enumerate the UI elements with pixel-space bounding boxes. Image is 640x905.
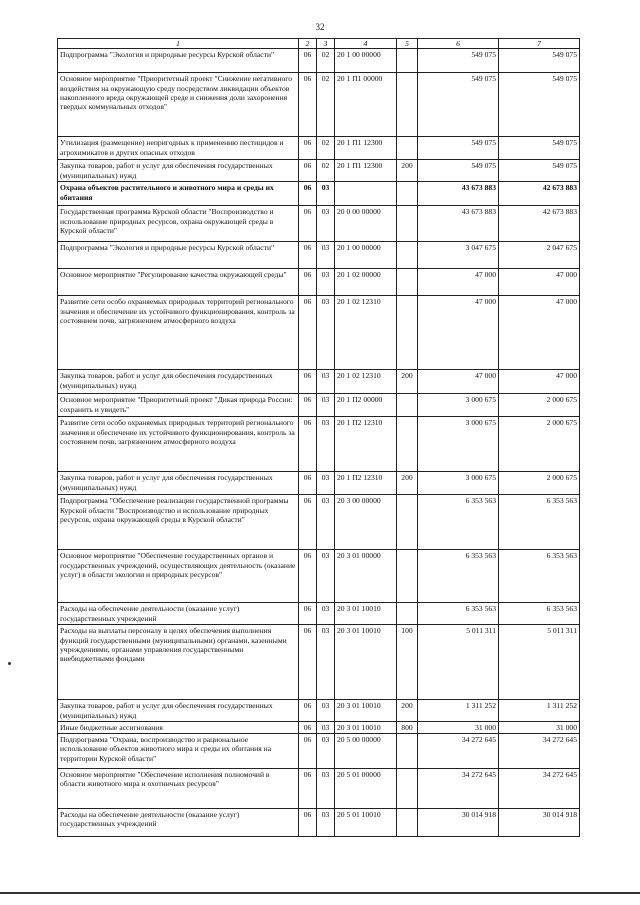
cell-sec: 06 (299, 206, 317, 242)
cell-y1: 3 047 675 (418, 242, 499, 269)
cell-sub: 03 (317, 809, 335, 837)
cell-y2: 2 000 675 (499, 394, 580, 417)
cell-sec: 06 (299, 49, 317, 73)
cell-sec: 06 (299, 182, 317, 206)
table-row (58, 206, 580, 242)
table-row (58, 417, 580, 472)
cell-y1: 43 673 883 (418, 206, 499, 242)
cell-csr: 20 3 00 00000 (335, 495, 397, 550)
cell-y1: 31 000 (418, 721, 499, 733)
table-row (58, 721, 580, 733)
cell-y2: 47 000 (499, 370, 580, 394)
header-row (58, 39, 580, 49)
table-row (58, 495, 580, 550)
cell-y2: 2 000 675 (499, 472, 580, 495)
cell-y1: 43 673 883 (418, 182, 499, 206)
cell-y2: 5 011 311 (499, 625, 580, 700)
table-row (58, 296, 580, 370)
cell-y2: 47 000 (499, 296, 580, 370)
table-row (58, 49, 580, 73)
cell-name: Подпрограмма "Охрана, воспроизводство и рациональное использование объектов животного мира и среды их обитания на территории Курской области" (58, 734, 299, 769)
cell-sec: 06 (299, 809, 317, 837)
cell-y1: 6 353 563 (418, 495, 499, 550)
cell-vr: 100 (397, 625, 418, 700)
cell-vr (397, 809, 418, 837)
cell-sub: 03 (317, 182, 335, 206)
cell-csr: 20 3 01 10010 (335, 721, 397, 733)
cell-name: Закупка товаров, работ и услуг для обеспечения государственных (муниципальных) нужд (58, 700, 299, 722)
table-row (58, 734, 580, 769)
cell-name: Расходы на обеспечение деятельности (оказание услуг) государственных учреждений (58, 603, 299, 625)
cell-y1: 1 311 252 (418, 700, 499, 722)
page-number: 32 (315, 22, 325, 32)
cell-sec: 06 (299, 242, 317, 269)
cell-y1: 549 075 (418, 160, 499, 182)
cell-y1: 34 272 645 (418, 734, 499, 769)
cell-name: Подпрограмма "Экология и природные ресурсы Курской области" (58, 242, 299, 269)
cell-sec: 06 (299, 603, 317, 625)
table-row (58, 700, 580, 722)
cell-csr: 20 1 П2 00000 (335, 394, 397, 417)
cell-name: Расходы на обеспечение деятельности (оказание услуг) государственных учреждений (58, 809, 299, 837)
cell-name: Основное мероприятие "Обеспечение исполнения полномочий в области животного мира и охотничьих ресурсов" (58, 769, 299, 809)
cell-name: Закупка товаров, работ и услуг для обеспечения государственных (муниципальных) нужд (58, 370, 299, 394)
cell-y2: 1 311 252 (499, 700, 580, 722)
cell-sec: 06 (299, 700, 317, 722)
cell-sub: 02 (317, 49, 335, 73)
cell-y1: 549 075 (418, 137, 499, 160)
cell-y1: 549 075 (418, 73, 499, 137)
table-row (58, 394, 580, 417)
cell-y1: 5 011 311 (418, 625, 499, 700)
cell-sub: 03 (317, 721, 335, 733)
cell-y1: 47 000 (418, 370, 499, 394)
cell-sec: 06 (299, 73, 317, 137)
table-row (58, 137, 580, 160)
cell-sec: 06 (299, 394, 317, 417)
header-cell: 7 (499, 39, 580, 49)
cell-y1: 6 353 563 (418, 603, 499, 625)
cell-sub: 03 (317, 242, 335, 269)
cell-vr (397, 769, 418, 809)
cell-csr: 20 3 01 00000 (335, 550, 397, 603)
cell-sec: 06 (299, 137, 317, 160)
cell-csr: 20 3 01 10010 (335, 700, 397, 722)
cell-sub: 03 (317, 394, 335, 417)
cell-name: Основное мероприятие "Приоритетный проект "Дикая природа России: сохранить и увидеть" (58, 394, 299, 417)
table-row (58, 370, 580, 394)
cell-name: Подпрограмма "Экология и природные ресурсы Курской области" (58, 49, 299, 73)
cell-sub: 03 (317, 769, 335, 809)
cell-y1: 3 000 675 (418, 472, 499, 495)
cell-sub: 03 (317, 625, 335, 700)
table-row (58, 625, 580, 700)
cell-y2: 42 673 883 (499, 206, 580, 242)
cell-csr: 20 5 01 10010 (335, 809, 397, 837)
cell-sec: 06 (299, 495, 317, 550)
cell-sec: 06 (299, 625, 317, 700)
cell-sec: 06 (299, 417, 317, 472)
cell-sub: 03 (317, 734, 335, 769)
table-row (58, 809, 580, 837)
cell-y2: 549 075 (499, 73, 580, 137)
cell-csr: 20 1 02 00000 (335, 269, 397, 296)
cell-csr: 20 3 01 10010 (335, 625, 397, 700)
cell-y1: 549 075 (418, 49, 499, 73)
cell-vr (397, 495, 418, 550)
cell-y2: 2 000 675 (499, 417, 580, 472)
cell-vr (397, 296, 418, 370)
header-cell: 1 (58, 39, 299, 49)
cell-vr: 200 (397, 160, 418, 182)
cell-y1: 3 000 675 (418, 417, 499, 472)
cell-csr: 20 3 01 10010 (335, 603, 397, 625)
scan-edge-line (0, 892, 640, 894)
cell-y1: 47 000 (418, 296, 499, 370)
cell-name: Подпрограмма "Обеспечение реализации государственной программы Курской области "Воспроизводство и использование природных ресурсов, охрана окружающей среды в Курской области" (58, 495, 299, 550)
header-cell: 2 (299, 39, 317, 49)
cell-y2: 30 014 918 (499, 809, 580, 837)
cell-name: Развитие сети особо охраняемых природных территорий регионального значения и обеспечение их устойчивого функционирования, контроль за состоянием почв, загрязнением атмосферного воздуха (58, 417, 299, 472)
cell-vr (397, 269, 418, 296)
cell-sec: 06 (299, 734, 317, 769)
cell-y2: 6 353 563 (499, 495, 580, 550)
cell-name: Развитие сети особо охраняемых природных территорий регионального значения и обеспечение их устойчивого функционирования, контроль за состоянием почв, загрязнением атмосферного воздуха (58, 296, 299, 370)
cell-csr: 20 1 00 00000 (335, 242, 397, 269)
cell-vr (397, 73, 418, 137)
cell-csr: 20 0 00 00000 (335, 206, 397, 242)
cell-name: Закупка товаров, работ и услуг для обеспечения государственных (муниципальных) нужд (58, 472, 299, 495)
cell-name: Иные бюджетные ассигнования (58, 721, 299, 733)
table-row (58, 550, 580, 603)
table-row (58, 160, 580, 182)
cell-csr: 20 5 01 00000 (335, 769, 397, 809)
cell-sec: 06 (299, 769, 317, 809)
margin-mark (8, 662, 11, 665)
cell-csr: 20 1 П2 12310 (335, 417, 397, 472)
cell-y2: 34 272 645 (499, 769, 580, 809)
cell-y2: 549 075 (499, 49, 580, 73)
table-row (58, 182, 580, 206)
cell-sub: 03 (317, 700, 335, 722)
table-row (58, 73, 580, 137)
cell-y2: 42 673 883 (499, 182, 580, 206)
cell-y1: 34 272 645 (418, 769, 499, 809)
cell-sec: 06 (299, 160, 317, 182)
cell-name: Основное мероприятие "Обеспечение государственных органов и государственных учреждений, осуществляющих деятельность (оказание услуг) в области экологии и природных ресурсов" (58, 550, 299, 603)
cell-y2: 6 353 563 (499, 550, 580, 603)
cell-sub: 03 (317, 206, 335, 242)
header-cell: 6 (418, 39, 499, 49)
cell-sec: 06 (299, 472, 317, 495)
cell-csr: 20 1 П1 12300 (335, 160, 397, 182)
cell-y2: 6 353 563 (499, 603, 580, 625)
cell-csr: 20 1 П2 12310 (335, 472, 397, 495)
cell-vr: 200 (397, 700, 418, 722)
cell-csr: 20 5 00 00000 (335, 734, 397, 769)
cell-y1: 3 000 675 (418, 394, 499, 417)
cell-vr (397, 242, 418, 269)
cell-vr (397, 182, 418, 206)
cell-vr (397, 206, 418, 242)
cell-csr: 20 1 П1 12300 (335, 137, 397, 160)
cell-sub: 03 (317, 417, 335, 472)
cell-y1: 6 353 563 (418, 550, 499, 603)
cell-y2: 47 000 (499, 269, 580, 296)
table-row (58, 269, 580, 296)
cell-vr (397, 734, 418, 769)
cell-sub: 03 (317, 296, 335, 370)
header-cell: 4 (335, 39, 397, 49)
cell-csr: 20 1 00 00000 (335, 49, 397, 73)
cell-vr (397, 49, 418, 73)
cell-csr: 20 1 П1 00000 (335, 73, 397, 137)
cell-name: Охрана объектов растительного и животного мира и среды их обитания (58, 182, 299, 206)
cell-sub: 03 (317, 370, 335, 394)
table-row (58, 472, 580, 495)
cell-y1: 47 000 (418, 269, 499, 296)
table-row (58, 603, 580, 625)
table-row (58, 769, 580, 809)
cell-vr: 800 (397, 721, 418, 733)
cell-name: Основное мероприятие "Приоритетный проект "Снижение негативного воздействия на окружающую среду посредством ликвидации объектов накопленного вреда окружающей среде и снижения доли захоронения твердых коммунальных отходов" (58, 73, 299, 137)
cell-y2: 34 272 645 (499, 734, 580, 769)
cell-y2: 2 047 675 (499, 242, 580, 269)
cell-vr (397, 417, 418, 472)
cell-vr (397, 394, 418, 417)
cell-vr (397, 137, 418, 160)
cell-csr (335, 182, 397, 206)
cell-sub: 03 (317, 269, 335, 296)
cell-y2: 549 075 (499, 160, 580, 182)
cell-name: Расходы на выплаты персоналу в целях обеспечения выполнения функций государственными (муниципальными) органами, казенными учреждениями, органами управления государственными внебюджетными фондами (58, 625, 299, 700)
cell-csr: 20 1 02 12310 (335, 370, 397, 394)
cell-vr (397, 603, 418, 625)
header-cell: 3 (317, 39, 335, 49)
cell-vr: 200 (397, 472, 418, 495)
cell-csr: 20 1 02 12310 (335, 296, 397, 370)
cell-name: Основное мероприятие "Регулирование качества окружающей среды" (58, 269, 299, 296)
cell-sub: 03 (317, 472, 335, 495)
cell-sub: 03 (317, 495, 335, 550)
cell-sec: 06 (299, 550, 317, 603)
cell-y2: 549 075 (499, 137, 580, 160)
cell-sec: 06 (299, 370, 317, 394)
cell-name: Утилизация (размещение) непригодных к применению пестицидов и агрохимикатов и других опасных отходов (58, 137, 299, 160)
budget-table (57, 38, 580, 837)
header-cell: 5 (397, 39, 418, 49)
cell-y1: 30 014 918 (418, 809, 499, 837)
cell-name: Государственная программа Курской области "Воспроизводство и использование природных ресурсов, охрана окружающей среды в Курской области" (58, 206, 299, 242)
cell-sub: 03 (317, 550, 335, 603)
cell-sub: 03 (317, 603, 335, 625)
table-row (58, 242, 580, 269)
cell-vr (397, 550, 418, 603)
cell-sec: 06 (299, 269, 317, 296)
cell-sub: 02 (317, 160, 335, 182)
cell-sub: 02 (317, 137, 335, 160)
cell-name: Закупка товаров, работ и услуг для обеспечения государственных (муниципальных) нужд (58, 160, 299, 182)
cell-vr: 200 (397, 370, 418, 394)
cell-sec: 06 (299, 721, 317, 733)
cell-sec: 06 (299, 296, 317, 370)
cell-sub: 02 (317, 73, 335, 137)
cell-y2: 31 000 (499, 721, 580, 733)
